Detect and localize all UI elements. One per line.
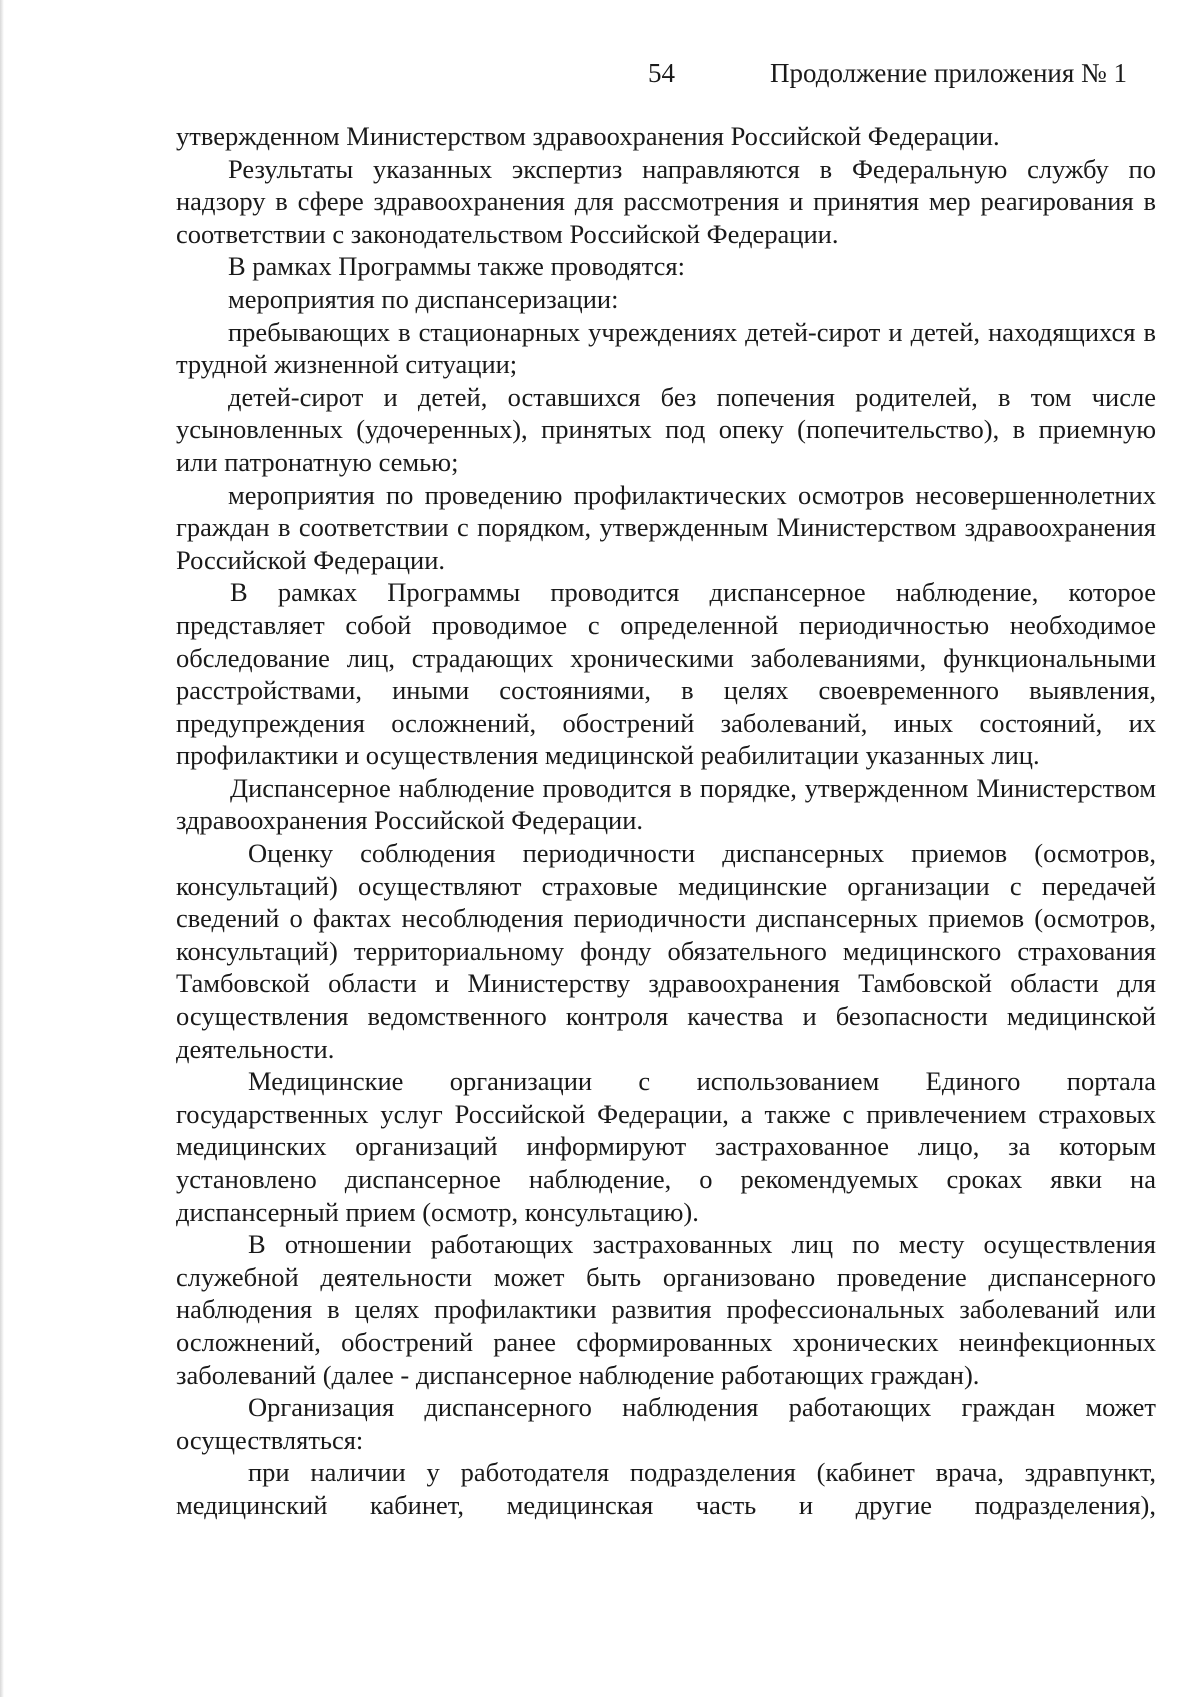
page-header bbox=[0, 58, 1200, 98]
paragraph-14: при наличии у работодателя подразделения (кабинет врача, здравпункт, медицинский кабинет, медицинская часть и другие подразделения), bbox=[176, 1457, 1156, 1520]
appendix-continuation-label: Продолжение приложения № 1 bbox=[770, 58, 1128, 88]
paragraph-4: мероприятия по диспансеризации: bbox=[228, 283, 619, 314]
paragraph-3: В рамках Программы также проводятся: bbox=[228, 251, 685, 282]
paragraph-10: Оценку соблюдения периодичности диспансерных приемов (осмотров, консультаций) осуществляют страховые медицинские организации с передачей сведений о фактах несоблюдения периодичности диспансерных приемов (осмотров, консультаций) территориальному фонду обязательного медицинского страхования Тамбовской области и Министерству здравоохранения Тамбовской области для осуществления ведомственного контроля качества и безопасности медицинской деятельности. bbox=[176, 838, 1156, 1064]
paragraph-9: Диспансерное наблюдение проводится в порядке, утвержденном Министерством здравоохранения Российской Федерации. bbox=[176, 772, 1156, 836]
paragraph-13: Организация диспансерного наблюдения работающих граждан может осуществляться: bbox=[176, 1392, 1156, 1455]
paragraph-7: мероприятия по проведению профилактических осмотров несовершеннолетних граждан в соответствии с порядком, утвержденным Министерством здравоохранения Российской Федерации. bbox=[176, 479, 1156, 575]
paragraph-5: пребывающих в стационарных учреждениях детей-сирот и детей, находящихся в трудной жизненной ситуации; bbox=[176, 316, 1156, 380]
page-number: 54 bbox=[648, 58, 675, 88]
paragraph-2: Результаты указанных экспертиз направляются в Федеральную службу по надзору в сфере здравоохранения для рассмотрения и принятия мер реагирования в соответствии с законодательством Российской Федерации. bbox=[176, 153, 1156, 249]
document-body bbox=[176, 120, 1156, 1522]
paragraph-6: детей-сирот и детей, оставшихся без попечения родителей, в том числе усыновленных (удочеренных), принятых под опеку (попечительство), в приемную или патронатную семью; bbox=[176, 381, 1156, 477]
paragraph-1: утвержденном Министерством здравоохранения Российской Федерации. bbox=[176, 121, 1000, 151]
scan-edge bbox=[0, 0, 4, 1697]
paragraph-11: Медицинские организации с использованием Единого портала государственных услуг Российской Федерации, а также с привлечением страховых медицинских организаций информируют застрахованное лицо, за которым установлено диспансерное наблюдение, о рекомендуемых сроках явки на диспансерный прием (осмотр, консультацию). bbox=[176, 1066, 1156, 1227]
paragraph-8: В рамках Программы проводится диспансерное наблюдение, которое представляет собой проводимое с определенной периодичностью необходимое обследование лиц, страдающих хроническими заболеваниями, функциональными расстройствами, иными состояниями, в целях своевременного выявления, предупреждения осложнений, обострений заболеваний, иных состояний, их профилактики и осуществления медицинской реабилитации указанных лиц. bbox=[176, 577, 1156, 771]
paragraph-12: В отношении работающих застрахованных лиц по месту осуществления служебной деятельности может быть организовано проведение диспансерного наблюдения в целях профилактики развития профессиональных заболеваний или осложнений, обострений ранее сформированных хронических неинфекционных заболеваний (далее - диспансерное наблюдение работающих граждан). bbox=[176, 1229, 1156, 1390]
